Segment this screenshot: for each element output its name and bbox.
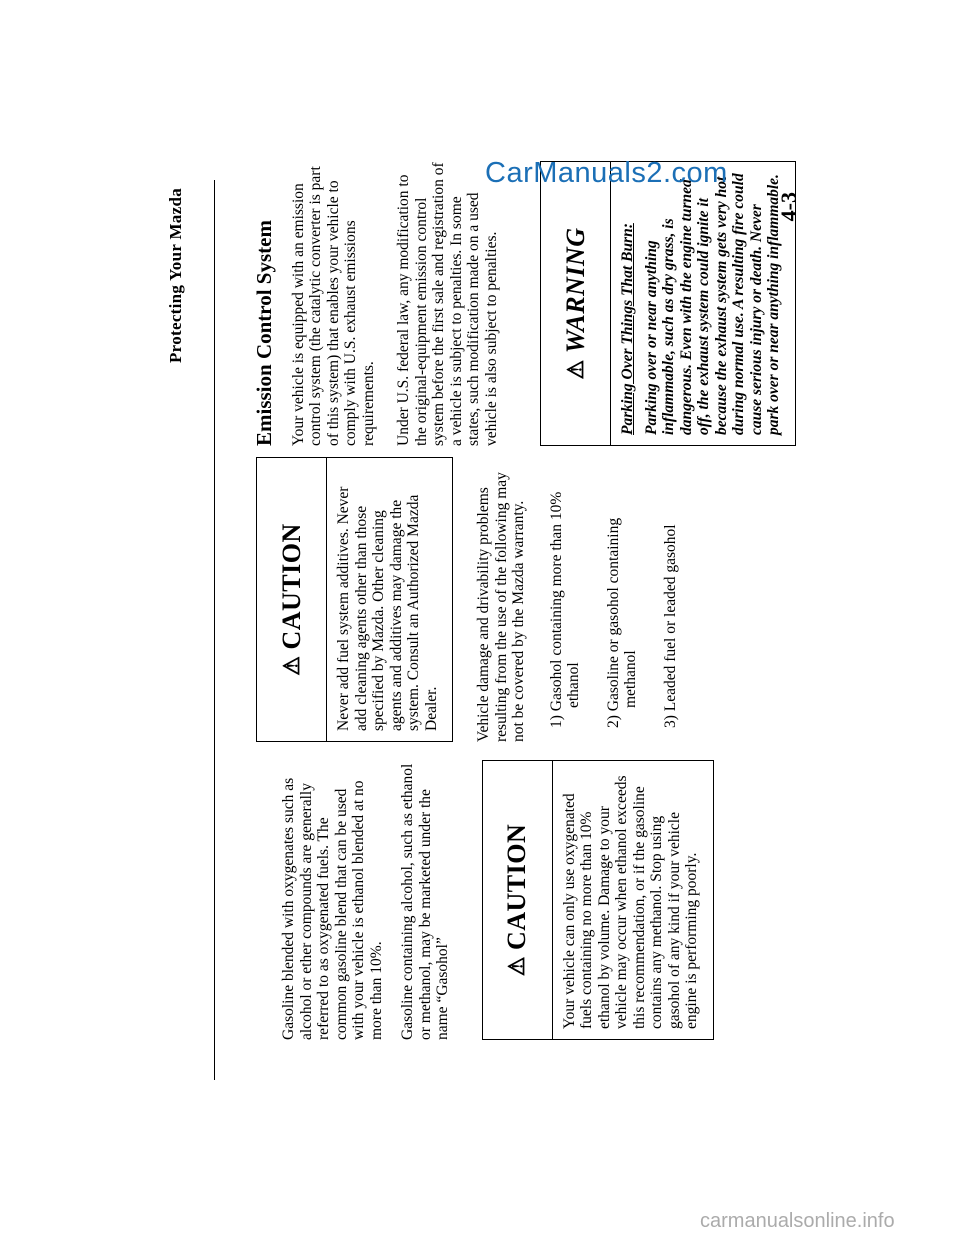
column-left [280, 760, 714, 1040]
caution-text: Your vehicle can only use oxygenated fuels containing no more than 10% ethanol by volume. Damage to your vehicle may occur when ethanol exceeds this recommendation, or if the gasoline contains any methanol. Stop using gasohol of any kind if your vehicle engine is performing poorly. [560, 775, 700, 1029]
list-item: 1) Gasohol containing more than 10% ethanol [547, 491, 582, 728]
warning-triangle-icon: ⚠ [278, 655, 304, 676]
emission-paragraph-2: Under U.S. federal law, any modification to the original-equipment emission control system before the first sale and registration of a vehicle is subject to penalties. In some states, such modification made on a used vehicle is also subject to penalties. [395, 162, 500, 446]
list-item: 2) Gasoline or gasohol containing methanol [604, 517, 639, 728]
list-item: 3) Leaded fuel or leaded gasohol [661, 524, 679, 728]
warning-title: WARNING [560, 227, 590, 354]
column-right [252, 161, 796, 446]
caution-text: Never add fuel system additives. Never add cleaning agents other than those specified by Mazda. Other cleaning agents and additives may damage the system. Consult an Authorized Mazda Dealer. [335, 486, 440, 731]
warranty-paragraph: Vehicle damage and drivability problems resulting from the use of the following may not be covered by the Mazda warranty. [475, 472, 527, 742]
header-rule [214, 180, 215, 1080]
caution-box-additives [256, 457, 453, 742]
warranty-list [548, 457, 680, 742]
warning-text: Parking over or near anything inflammable, such as dry grass, is dangerous. Even with the engine turned off, the exhaust system could ignite it because the exhaust system gets very hot during normal use. A resulting fire could cause serious injury or death. Never park over or near anything inflammable. [642, 173, 782, 435]
column-middle [256, 457, 701, 742]
warning-header [541, 162, 611, 445]
page-header [162, 180, 202, 1080]
warning-triangle-icon: ⚠ [504, 956, 530, 977]
caution-title: CAUTION [276, 523, 306, 650]
watermark-top[interactable]: CarManuals2.com [485, 157, 728, 189]
page-number: 4-3 [776, 192, 801, 222]
emission-heading: Emission Control System [252, 220, 276, 446]
warning-body [611, 162, 795, 445]
section-title: Protecting Your Mazda [166, 188, 185, 364]
warning-box [540, 161, 796, 446]
gasohol-paragraph: Gasoline containing alcohol, such as ethanol or methanol, may be marketed under the name “Gasohol” [399, 763, 451, 1040]
caution-title: CAUTION [502, 823, 532, 951]
caution-header [483, 761, 553, 1039]
oxygenated-fuels-paragraph: Gasoline blended with oxygenates such as alcohol or ether compounds are generally referred to as oxygenated fuels. The common gasoline blend that can be used with your vehicle is ethanol blended at no more than 10%. [280, 777, 385, 1040]
warning-triangle-icon: ⚠ [562, 359, 588, 380]
emission-paragraph-1: Your vehicle is equipped with an emission control system (the catalytic converter is part of this system) that enables your vehicle to comply with U.S. exhaust emissions requirements. [289, 166, 377, 446]
watermark-bottom[interactable]: carmanualsonline.info [700, 1210, 895, 1232]
caution-box-fuel [482, 760, 714, 1040]
caution-header [257, 458, 327, 741]
warning-subtitle: Parking Over Things That Burn: [619, 223, 636, 435]
